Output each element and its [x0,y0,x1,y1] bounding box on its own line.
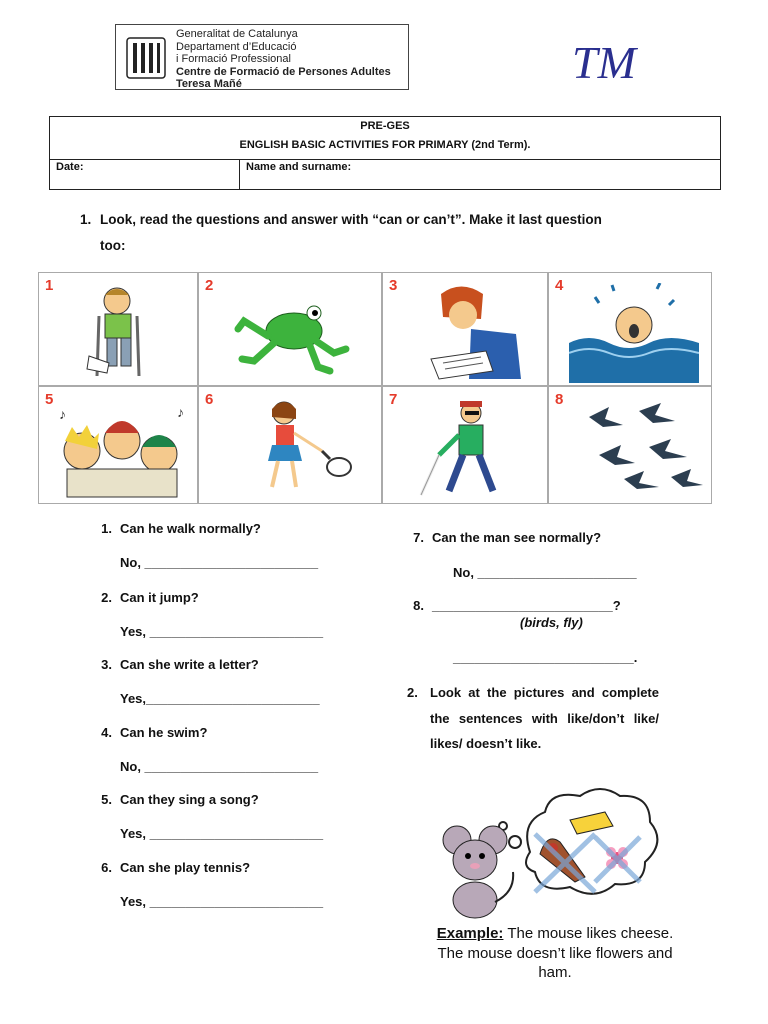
picture-number: 3 [389,277,398,294]
question-8: 8. _________________________? [413,598,621,613]
title-activities: ENGLISH BASIC ACTIVITIES FOR PRIMARY (2nd Term). [239,139,531,151]
picture-number: 6 [205,391,214,408]
institution-line: i Formació Professional [176,53,291,65]
boy-writing-icon [411,279,531,383]
example-text [425,924,685,983]
header-title-row [50,117,720,160]
institution-logo-box [115,24,409,90]
picture-1 [38,272,198,386]
answer-3-field[interactable]: Yes,________________________ [120,691,320,706]
institution-name [176,28,391,91]
boy-crutches-icon [69,281,169,381]
mouse-picture [435,782,667,920]
girl-tennis-icon [244,395,354,501]
example-sentence: The mouse likes cheese. The mouse doesn’t like flowers and ham. [437,925,674,981]
picture-3 [382,272,548,386]
picture-7 [382,386,548,504]
name-field[interactable] [240,159,720,190]
answer-6-field[interactable]: Yes, ________________________ [120,894,324,909]
picture-number: 2 [205,277,214,294]
question-7: 7. Can the man see normally? [413,530,602,545]
question-5: 5. Can they sing a song? [101,792,259,807]
picture-number: 5 [45,391,54,408]
tm-logo [560,28,700,98]
instruction-text: Look at the pictures and complete the sentences with like/don’t like/ likes/ doesn’t like. [430,685,659,751]
exercise1-instruction [80,207,670,259]
answer-8-field[interactable]: _________________________. [453,650,638,665]
question-4: 4. Can he swim? [101,725,208,740]
picture-6 [198,386,382,504]
svg-text:♪: ♪ [177,404,184,420]
question-2: 2. Can it jump? [101,590,199,605]
exercise2-instruction [407,680,659,757]
header-table [49,116,721,190]
catalonia-emblem-icon [126,37,166,79]
drowning-man-icon [569,283,699,383]
picture-2 [198,272,382,386]
picture-grid [38,272,712,504]
answer-4-field[interactable]: No, ________________________ [120,759,319,774]
mouse-thinking-icon [435,782,667,920]
birds-icon [579,397,704,497]
title-pre-ges: PRE-GES [360,120,410,132]
institution-line: Generalitat de Catalunya [176,28,298,40]
question-8-hint: (birds, fly) [520,615,583,630]
instruction-text: Look, read the questions and answer with “can or can’t”. Make it last question [100,212,602,227]
exercise-number: 1. [80,212,92,227]
singing-kids-icon [47,399,193,499]
picture-number: 4 [555,277,564,294]
institution-line: Teresa Mañé [176,78,242,90]
picture-number: 8 [555,391,564,408]
question-8-blank[interactable]: _________________________? [432,598,621,613]
date-field[interactable] [50,159,240,190]
picture-5 [38,386,198,504]
institution-line: Departament d’Educació [176,40,297,53]
question-3: 3. Can she write a letter? [101,657,259,672]
blind-man-icon [413,395,533,501]
institution-line: Centre de Formació de Persones Adultes [176,65,391,78]
question-1: 1. Can he walk normally? [101,521,261,536]
frog-icon [234,291,354,376]
exercise-number: 2. [407,685,418,700]
date-label: Date: [56,161,84,173]
answer-7-field[interactable]: No, ______________________ [453,565,637,580]
name-label: Name and surname: [246,161,352,173]
tm-logo-text: TM [572,37,636,88]
example-label: Example: [436,925,504,942]
picture-number: 1 [45,277,54,294]
answer-1-field[interactable]: No, ________________________ [120,555,319,570]
picture-4 [548,272,712,386]
instruction-text-cont: too: [100,238,126,253]
svg-text:♪: ♪ [59,406,66,422]
question-6: 6. Can she play tennis? [101,860,251,875]
picture-number: 7 [389,391,398,408]
picture-8 [548,386,712,504]
answer-5-field[interactable]: Yes, ________________________ [120,826,324,841]
answer-2-field[interactable]: Yes, ________________________ [120,624,324,639]
